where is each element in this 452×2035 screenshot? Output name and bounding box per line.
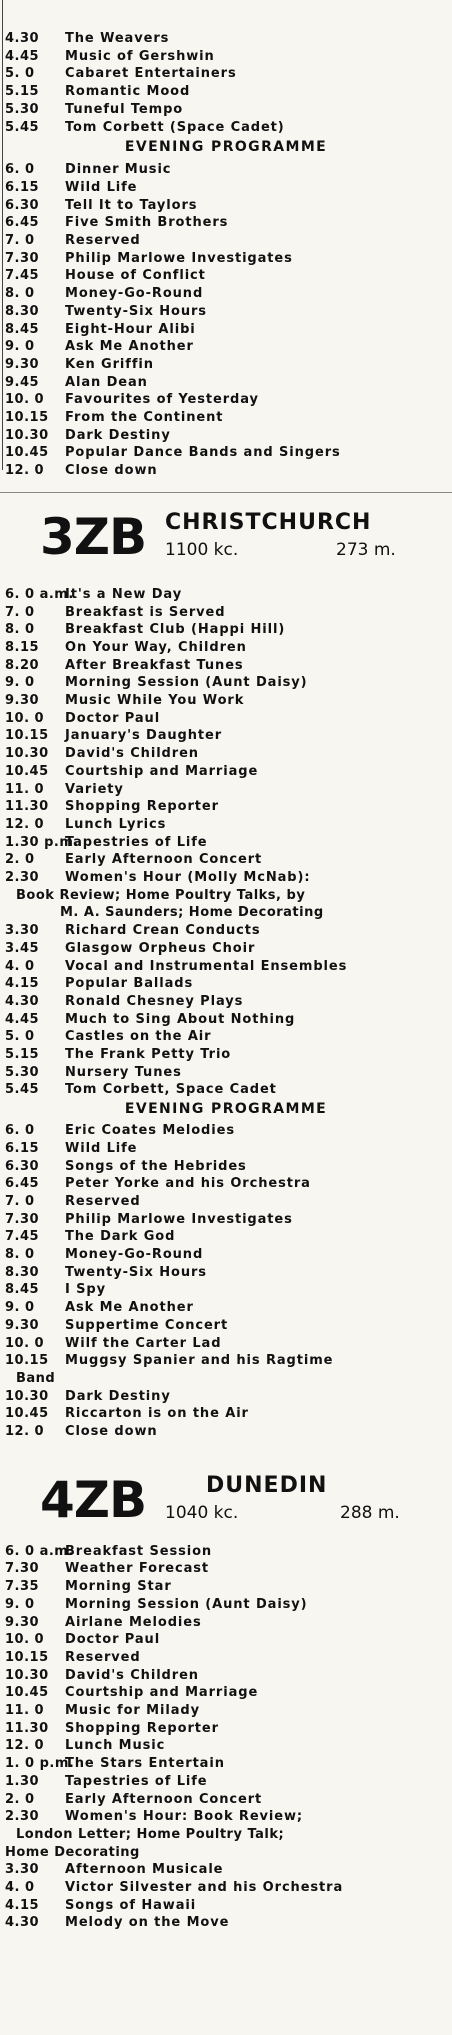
programme-continuation: M. A. Saunders; Home Decorating: [60, 905, 324, 921]
time-slot: 4. 0: [5, 958, 35, 974]
time-slot: 1.30 p.m.: [5, 834, 79, 850]
section-divider: [0, 492, 452, 493]
time-slot: 9. 0: [5, 675, 35, 691]
time-slot: 8. 0: [5, 1247, 35, 1262]
listing-row: [5, 1175, 445, 1192]
station-3zb-frequency: 1100 kc.: [165, 539, 239, 560]
time-slot: 10. 0: [5, 1335, 45, 1351]
listing-row: [5, 1299, 445, 1316]
time-slot: 8.20: [5, 657, 40, 673]
listing-row: [5, 161, 445, 178]
time-slot: 8.30: [5, 1264, 40, 1280]
programme-title: Ask Me Another: [65, 339, 194, 355]
programme-title: Popular Ballads: [65, 976, 194, 992]
listing-row: [5, 30, 445, 47]
time-slot: 6.15: [5, 179, 40, 195]
time-slot: 5.30: [5, 1064, 40, 1080]
listing-row: [5, 1064, 445, 1081]
listing-row: [5, 798, 445, 815]
programme-title: The Weavers: [65, 31, 170, 46]
programme-title: Tom Corbett, Space Cadet: [65, 1082, 277, 1098]
time-slot: 6.15: [5, 1140, 40, 1156]
time-slot: 9.30: [5, 1614, 40, 1630]
programme-title: Castles on the Air: [65, 1029, 212, 1045]
time-slot: 11. 0: [5, 1703, 45, 1718]
time-slot: 7.45: [5, 1229, 40, 1245]
time-slot: 10.15: [5, 1353, 49, 1369]
listing-row: [5, 674, 445, 691]
programme-title: Doctor Paul: [65, 1632, 161, 1648]
programme-title: Melody on the Move: [65, 1915, 230, 1931]
time-slot: 7.45: [5, 268, 40, 284]
programme-title: Tapestries of Life: [65, 1773, 208, 1789]
listing-row: [5, 639, 445, 656]
programme-title: House of Conflict: [65, 268, 206, 284]
programme-title: Reserved: [65, 1193, 141, 1209]
listing-row: [5, 727, 445, 744]
time-slot: 5. 0: [5, 1029, 35, 1045]
programme-title: Women's Hour (Molly McNab):: [65, 870, 311, 885]
programme-title: Money-Go-Round: [65, 286, 204, 302]
listing-row: [5, 657, 445, 674]
programme-title: Courtship and Marriage: [65, 763, 259, 779]
listing-row: [5, 1914, 445, 1931]
programme-title: Five Smith Brothers: [65, 215, 229, 231]
programme-title: Favourites of Yesterday: [65, 392, 259, 408]
listing-row: [5, 409, 445, 426]
programme-title: Twenty-Six Hours: [65, 1264, 207, 1280]
evening-programme-heading: EVENING PROGRAMME: [124, 1101, 328, 1118]
time-slot: 2. 0: [5, 1791, 35, 1807]
time-slot: 5. 0: [5, 66, 35, 82]
listing-row: [5, 1649, 445, 1666]
time-slot: 10. 0: [5, 1632, 45, 1648]
programme-title: Reserved: [65, 1649, 141, 1665]
listing-row: [5, 338, 445, 355]
programme-title: Peter Yorke and his Orchestra: [65, 1176, 311, 1192]
listing-row: [5, 119, 445, 136]
listing-row: [5, 250, 445, 267]
time-slot: 6.45: [5, 215, 40, 231]
station-4zb-wavelength: 288 m.: [340, 1502, 400, 1523]
time-slot: 5.15: [5, 84, 40, 100]
listing-row: [5, 83, 445, 100]
programme-title: On Your Way, Children: [65, 639, 247, 655]
programme-title: Eric Coates Melodies: [65, 1123, 235, 1139]
time-slot: 9.30: [5, 356, 40, 372]
listing-row: [5, 48, 445, 65]
programme-continuation: Band: [16, 1370, 56, 1386]
programme-title: Airlane Melodies: [65, 1614, 202, 1630]
time-slot: 4.15: [5, 976, 40, 992]
time-slot: 2.30: [5, 1809, 40, 1825]
listing-row: [5, 65, 445, 82]
programme-title: Morning Star: [65, 1579, 172, 1595]
time-slot: 10. 0: [5, 392, 45, 408]
programme-title: Tom Corbett (Space Cadet): [65, 119, 285, 135]
time-slot: 2.30: [5, 870, 40, 885]
programme-title: Dark Destiny: [65, 1388, 171, 1404]
time-slot: 4.45: [5, 1011, 40, 1027]
listing-row: [5, 586, 445, 603]
time-slot: 3.30: [5, 923, 40, 939]
programme-title: Morning Session (Aunt Daisy): [65, 675, 308, 691]
time-slot: 12. 0: [5, 1738, 45, 1754]
listing-row: [5, 1352, 445, 1369]
time-slot: 10.15: [5, 1649, 49, 1665]
time-slot: 4. 0: [5, 1880, 35, 1895]
listing-row: [5, 214, 445, 231]
listing-row: [5, 940, 445, 957]
listing-row: [5, 604, 445, 621]
listing-row: [5, 1317, 445, 1334]
listing-row: [5, 1773, 445, 1790]
programme-title: Vocal and Instrumental Ensembles: [65, 958, 348, 974]
time-slot: 10.45: [5, 445, 49, 461]
time-slot: 4.30: [5, 1915, 40, 1931]
programme-title: Tuneful Tempo: [65, 101, 184, 117]
time-slot: 9.30: [5, 1317, 40, 1333]
listing-row: [5, 851, 445, 868]
listing-row: [5, 958, 445, 975]
programme-title: Lunch Lyrics: [65, 816, 167, 832]
programme-title: Tell It to Taylors: [65, 197, 198, 213]
time-slot: 1. 0 p.m.: [5, 1756, 75, 1772]
station-4zb-frequency: 1040 kc.: [165, 1502, 239, 1523]
station-3zb-wavelength: 273 m.: [336, 539, 396, 560]
programme-title: Early Afternoon Concert: [65, 852, 263, 868]
programme-title: Philip Marlowe Investigates: [65, 1211, 293, 1227]
time-slot: 8.30: [5, 303, 40, 319]
programme-title: Variety: [65, 781, 124, 797]
time-slot: 9. 0: [5, 339, 35, 355]
time-slot: 2. 0: [5, 852, 35, 868]
listing-row: [5, 1281, 445, 1298]
listing-row: [5, 356, 445, 373]
listing-row: [5, 1702, 445, 1719]
listing-row: [5, 1423, 445, 1440]
time-slot: 9.30: [5, 693, 40, 708]
time-slot: 8.15: [5, 639, 40, 655]
programme-title: Wilf the Carter Lad: [65, 1335, 222, 1351]
programme-title: Ronald Chesney Plays: [65, 993, 244, 1009]
programme-title: Romantic Mood: [65, 84, 191, 100]
time-slot: 3.45: [5, 940, 40, 956]
listing-row: [5, 745, 445, 762]
listing-row: [5, 1560, 445, 1577]
programme-title: Richard Crean Conducts: [65, 923, 261, 939]
station-3zb-city: CHRISTCHURCH: [165, 509, 372, 535]
listing-row: [5, 1264, 445, 1281]
time-slot: 8. 0: [5, 622, 35, 638]
listing-row: [5, 391, 445, 408]
listing-row: [5, 303, 445, 320]
time-slot: 5.30: [5, 101, 40, 117]
programme-title: Suppertime Concert: [65, 1317, 229, 1333]
time-slot: 4.15: [5, 1897, 40, 1913]
listing-row: [5, 710, 445, 727]
programme-title: Doctor Paul: [65, 710, 161, 726]
programme-title: Dark Destiny: [65, 427, 171, 443]
programme-title: From the Continent: [65, 410, 224, 425]
programme-title: Popular Dance Bands and Singers: [65, 445, 341, 461]
time-slot: 9. 0: [5, 1300, 35, 1316]
evening-programme-heading: EVENING PROGRAMME: [124, 139, 328, 156]
programme-title: Glasgow Orpheus Choir: [65, 940, 256, 956]
programme-title: Tapestries of Life: [65, 834, 208, 850]
time-slot: 6. 0 a.m.: [5, 1543, 74, 1559]
programme-title: The Dark God: [65, 1229, 176, 1245]
listing-row: [5, 1388, 445, 1405]
time-slot: 8.45: [5, 1282, 40, 1298]
programme-title: Philip Marlowe Investigates: [65, 250, 293, 266]
programme-title: Breakfast Club (Happi Hill): [65, 622, 286, 638]
listing-row: [5, 1335, 445, 1352]
listing-row: [5, 763, 445, 780]
programme-title: Music for Milady: [65, 1703, 200, 1718]
time-slot: 6. 0 a.m.: [5, 586, 74, 602]
listing-row: [5, 1046, 445, 1063]
time-slot: 1.30: [5, 1773, 40, 1789]
station-4zb-call-sign: 4ZB: [40, 1470, 147, 1529]
time-slot: 8. 0: [5, 286, 35, 302]
time-slot: 12. 0: [5, 1424, 45, 1439]
programme-title: Lunch Music: [65, 1738, 166, 1754]
listing-row: [5, 179, 445, 196]
programme-title: Twenty-Six Hours: [65, 303, 207, 319]
time-slot: 4.30: [5, 993, 40, 1009]
programme-title: Courtship and Marriage: [65, 1685, 259, 1701]
programme-title: Muggsy Spanier and his Ragtime: [65, 1353, 334, 1369]
programme-continuation: Home Decorating: [5, 1844, 140, 1860]
programme-title: I Spy: [65, 1282, 107, 1298]
programme-title: Shopping Reporter: [65, 799, 219, 815]
programme-title: Early Afternoon Concert: [65, 1791, 263, 1807]
listing-row: [5, 975, 445, 992]
listing-row: [5, 781, 445, 798]
programme-continuation: Book Review; Home Poultry Talks, by: [16, 887, 306, 903]
programme-title: Eight-Hour Alibi: [65, 321, 196, 337]
time-slot: 10.45: [5, 1406, 49, 1422]
programme-title: Wild Life: [65, 1140, 138, 1156]
time-slot: 6.30: [5, 197, 40, 213]
listing-row: [5, 1228, 445, 1245]
listing-row: [5, 1737, 445, 1754]
listing-row: [5, 1596, 445, 1613]
time-slot: 10.15: [5, 410, 49, 425]
listing-row: [5, 1011, 445, 1028]
time-slot: 5.45: [5, 1082, 40, 1098]
programme-title: Music While You Work: [65, 693, 245, 708]
programme-title: Reserved: [65, 233, 141, 248]
listing-row: [5, 1405, 445, 1422]
programme-title: Ken Griffin: [65, 356, 154, 372]
time-slot: 10.30: [5, 1388, 49, 1404]
listing-row: [5, 197, 445, 214]
programme-title: Money-Go-Round: [65, 1247, 204, 1262]
time-slot: 12. 0: [5, 463, 45, 479]
time-slot: 7.30: [5, 1211, 40, 1227]
listing-row: [5, 1667, 445, 1684]
programme-title: Shopping Reporter: [65, 1720, 219, 1736]
listing-row: [5, 267, 445, 284]
time-slot: 11. 0: [5, 781, 45, 797]
programme-title: Alan Dean: [65, 374, 148, 390]
programme-title: January's Daughter: [65, 728, 223, 744]
time-slot: 4.45: [5, 48, 40, 64]
station-3zb-call-sign: 3ZB: [40, 507, 147, 566]
programme-title: Wild Life: [65, 179, 138, 195]
listing-row: [5, 1122, 445, 1139]
listing-row: [5, 816, 445, 833]
listing-row: [5, 321, 445, 338]
listing-row: [5, 1861, 445, 1878]
time-slot: 7.30: [5, 1561, 40, 1577]
listing-row: [5, 1614, 445, 1631]
time-slot: 6. 0: [5, 1123, 35, 1139]
time-slot: 10.30: [5, 1667, 49, 1683]
time-slot: 6. 0: [5, 162, 35, 178]
time-slot: 7. 0: [5, 233, 35, 248]
time-slot: 6.30: [5, 1158, 40, 1174]
listing-row: [5, 1791, 445, 1808]
programme-title: Victor Silvester and his Orchestra: [65, 1880, 344, 1895]
listing-row: [5, 621, 445, 638]
time-slot: 5.15: [5, 1047, 40, 1062]
programme-title: Breakfast is Served: [65, 604, 226, 620]
column-rule: [2, 0, 3, 470]
time-slot: 5.45: [5, 119, 40, 135]
time-slot: 10.45: [5, 763, 49, 779]
programme-title: The Stars Entertain: [65, 1756, 225, 1772]
listing-row: [5, 1543, 445, 1560]
listing-row: [5, 285, 445, 302]
station-4zb-city: DUNEDIN: [206, 1472, 328, 1498]
time-slot: 3.30: [5, 1862, 40, 1878]
listing-row: [5, 444, 445, 461]
programme-title: Songs of the Hebrides: [65, 1158, 247, 1174]
listing-row: [5, 1897, 445, 1914]
listing-row: [5, 869, 445, 886]
listing-row: [5, 1211, 445, 1228]
listing-row: [5, 993, 445, 1010]
listing-row: [5, 1028, 445, 1045]
programme-title: Riccarton is on the Air: [65, 1406, 249, 1422]
programme-title: Women's Hour: Book Review;: [65, 1809, 303, 1825]
listing-row: [5, 232, 445, 249]
programme-title: Afternoon Musicale: [65, 1862, 224, 1878]
time-slot: 8.45: [5, 321, 40, 337]
programme-title: Much to Sing About Nothing: [65, 1011, 296, 1027]
programme-title: Ask Me Another: [65, 1300, 194, 1316]
time-slot: 10. 0: [5, 710, 45, 726]
programme-title: Close down: [65, 463, 158, 479]
programme-title: Dinner Music: [65, 162, 172, 178]
programme-title: David's Children: [65, 746, 199, 762]
time-slot: 9. 0: [5, 1596, 35, 1612]
programme-title: Close down: [65, 1424, 158, 1439]
time-slot: 6.45: [5, 1176, 40, 1192]
time-slot: 11.30: [5, 1720, 49, 1736]
time-slot: 12. 0: [5, 816, 45, 832]
listing-row: [5, 834, 445, 851]
listing-row: [5, 1140, 445, 1157]
time-slot: 10.30: [5, 427, 49, 443]
time-slot: 10.15: [5, 728, 49, 744]
listing-row: [5, 462, 445, 479]
time-slot: 7. 0: [5, 604, 35, 620]
time-slot: 10.30: [5, 746, 49, 762]
listing-row: [5, 427, 445, 444]
time-slot: 7.30: [5, 250, 40, 266]
time-slot: 7. 0: [5, 1193, 35, 1209]
listing-row: [5, 1755, 445, 1772]
time-slot: 4.30: [5, 31, 40, 46]
time-slot: 11.30: [5, 799, 49, 815]
listing-row: [5, 922, 445, 939]
listing-row: [5, 101, 445, 118]
listing-row: [5, 1684, 445, 1701]
listing-row: [5, 1631, 445, 1648]
programme-title: The Frank Petty Trio: [65, 1047, 232, 1062]
programme-title: Cabaret Entertainers: [65, 66, 237, 82]
programme-title: Nursery Tunes: [65, 1064, 182, 1080]
listing-row: [5, 1720, 445, 1737]
programme-title: After Breakfast Tunes: [65, 657, 244, 673]
listing-row: [5, 1158, 445, 1175]
programme-title: David's Children: [65, 1667, 199, 1683]
programme-title: Breakfast Session: [65, 1543, 213, 1559]
programme-title: It's a New Day: [65, 586, 183, 602]
listing-row: [5, 1246, 445, 1263]
listing-row: [5, 1808, 445, 1825]
time-slot: 9.45: [5, 374, 40, 390]
programme-title: Weather Forecast: [65, 1561, 210, 1577]
listing-row: [5, 1578, 445, 1595]
listing-row: [5, 1879, 445, 1896]
programme-continuation: London Letter; Home Poultry Talk;: [16, 1826, 285, 1842]
programme-title: Songs of Hawaii: [65, 1897, 197, 1913]
listing-row: [5, 1081, 445, 1098]
programme-title: Morning Session (Aunt Daisy): [65, 1596, 308, 1612]
listing-row: [5, 374, 445, 391]
programme-title: Music of Gershwin: [65, 48, 215, 64]
time-slot: 10.45: [5, 1685, 49, 1701]
time-slot: 7.35: [5, 1579, 40, 1595]
listing-row: [5, 1193, 445, 1210]
listing-row: [5, 692, 445, 709]
